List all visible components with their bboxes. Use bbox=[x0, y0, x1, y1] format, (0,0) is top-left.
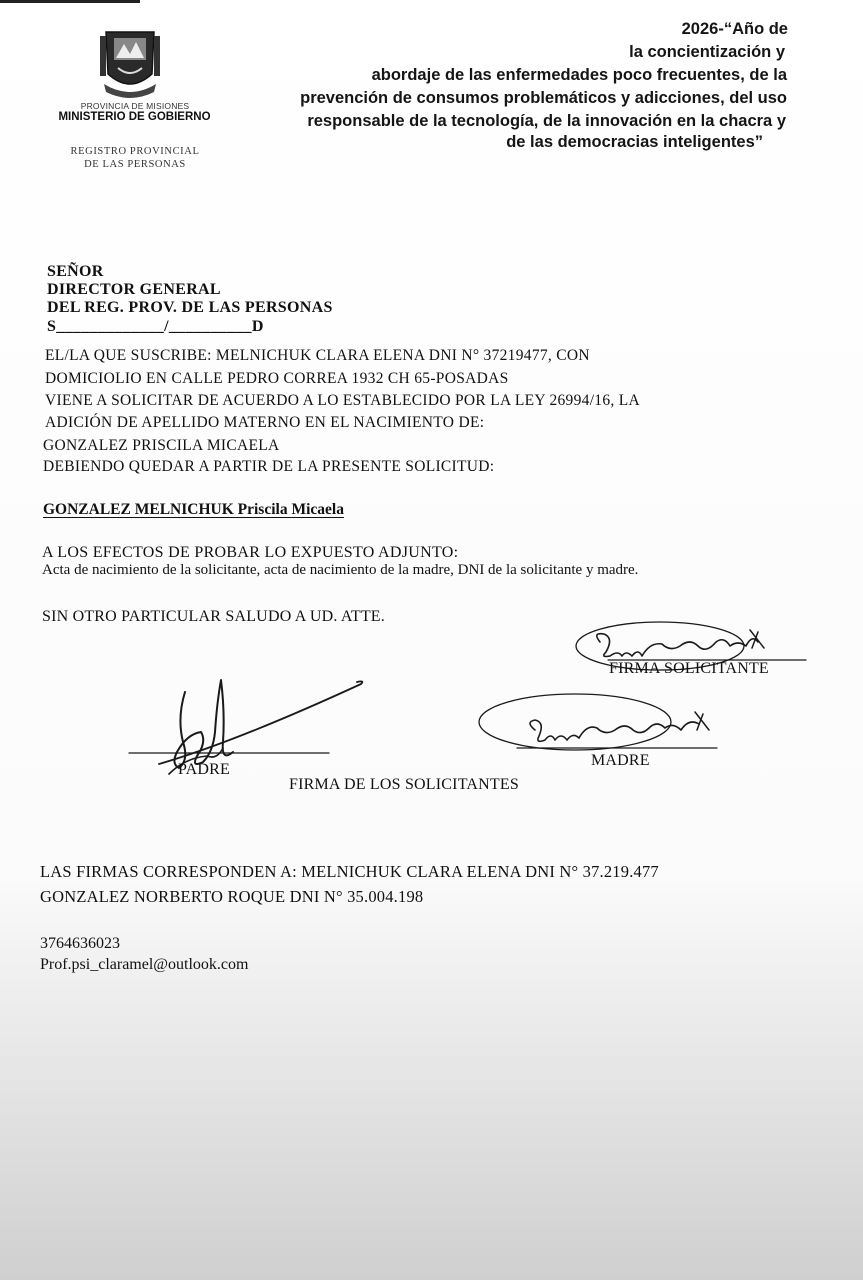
firma-solicitante-label: FIRMA SOLICITANTE bbox=[609, 660, 769, 677]
madre-signature bbox=[475, 688, 725, 760]
motto-line: prevención de consumos problemáticos y adicciones, del uso bbox=[300, 89, 787, 107]
addressee-line: DEL REG. PROV. DE LAS PERSONAS bbox=[47, 299, 333, 316]
contact-email: Prof.psi_claramel@outlook.com bbox=[40, 956, 249, 973]
body-line: VIENE A SOLICITAR DE ACUERDO A LO ESTABLECIDO POR LA LEY 26994/16, LA bbox=[45, 392, 641, 409]
body-line: DOMICIOLIO EN CALLE PEDRO CORREA 1932 CH 65-POSADAS bbox=[45, 370, 509, 387]
motto-line: 2026-“Año de bbox=[681, 20, 788, 38]
motto-line: abordaje de las enfermedades poco frecuentes, de la bbox=[371, 66, 787, 84]
motto-line: la concientización y bbox=[629, 43, 785, 61]
registro-label-line2: DE LAS PERSONAS bbox=[84, 159, 186, 170]
motto-line: responsable de la tecnología, de la innovación en la chacra y bbox=[307, 112, 786, 130]
registro-label-line1: REGISTRO PROVINCIAL bbox=[70, 146, 200, 157]
efectos-detail: Acta de nacimiento de la solicitante, acta de nacimiento de la madre, DNI de la solicitante y madre. bbox=[42, 562, 639, 578]
body-line: GONZALEZ PRISCILA MICAELA bbox=[43, 437, 280, 454]
motto-line: de las democracias inteligentes” bbox=[506, 133, 763, 151]
body-line: ADICIÓN DE APELLIDO MATERNO EN EL NACIMIENTO DE: bbox=[45, 414, 485, 431]
addressee-line: DIRECTOR GENERAL bbox=[47, 281, 221, 298]
efectos-heading: A LOS EFECTOS DE PROBAR LO EXPUESTO ADJUNTO: bbox=[42, 544, 459, 561]
top-border-line bbox=[0, 0, 140, 3]
padre-label: PADRE bbox=[178, 761, 230, 778]
firmas-corresponden-line: LAS FIRMAS CORRESPONDEN A: MELNICHUK CLARA ELENA DNI N° 37.219.477 bbox=[40, 862, 659, 881]
new-name: GONZALEZ MELNICHUK Priscila Micaela bbox=[43, 501, 344, 518]
firma-solicitantes-label: FIRMA DE LOS SOLICITANTES bbox=[289, 776, 519, 793]
addressee-sd-line: S_____________/__________D bbox=[47, 318, 264, 335]
body-line: DEBIENDO QUEDAR A PARTIR DE LA PRESENTE SOLICITUD: bbox=[43, 458, 495, 475]
contact-phone: 3764636023 bbox=[40, 935, 120, 952]
madre-label: MADRE bbox=[591, 752, 650, 769]
provincia-label: PROVINCIA DE MISIONES bbox=[80, 101, 190, 111]
padre-signature bbox=[125, 672, 375, 782]
ministerio-label: MINISTERIO DE GOBIERNO bbox=[58, 111, 211, 123]
body-line: EL/LA QUE SUSCRIBE: MELNICHUK CLARA ELENA DNI N° 37219477, CON bbox=[45, 347, 590, 364]
closing-greeting: SIN OTRO PARTICULAR SALUDO A UD. ATTE. bbox=[42, 608, 385, 625]
firmas-corresponden-line: GONZALEZ NORBERTO ROQUE DNI N° 35.004.198 bbox=[40, 887, 424, 906]
addressee-line: SEÑOR bbox=[47, 263, 104, 280]
provincial-crest-icon bbox=[96, 28, 164, 98]
